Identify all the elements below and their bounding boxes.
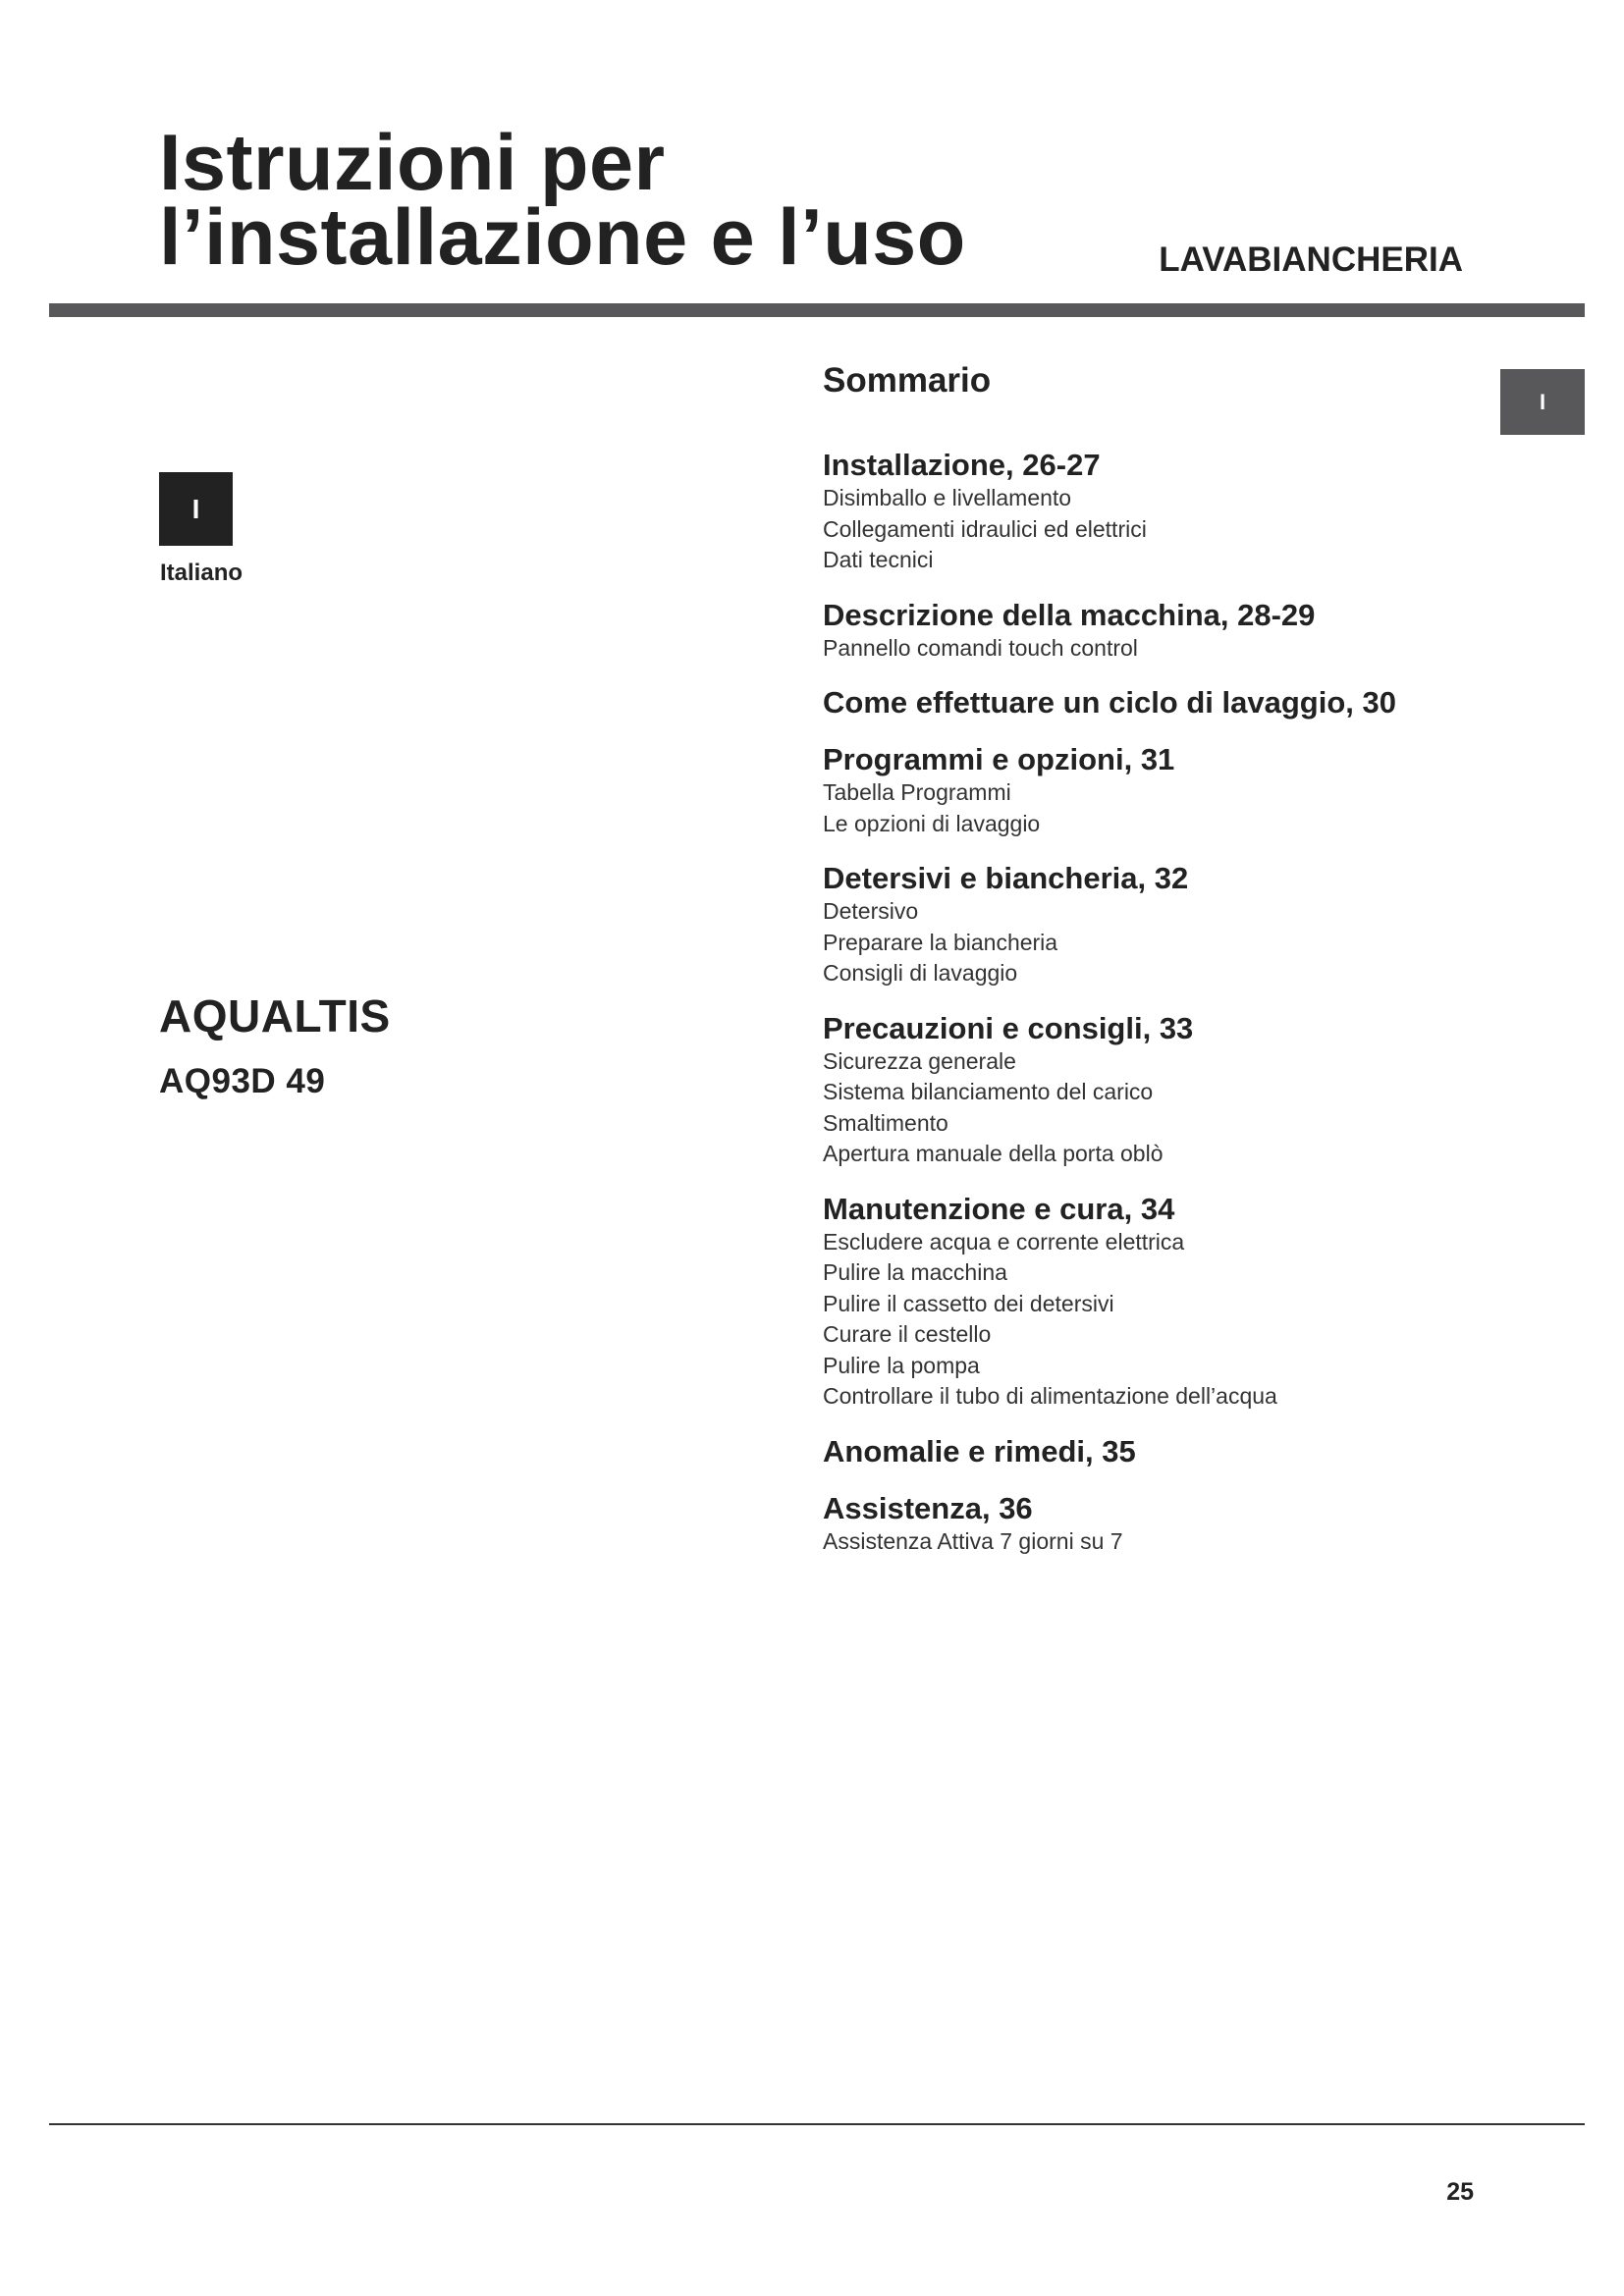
toc-section [823,448,1510,576]
toc-section-title: Anomalie e rimedi, 35 [823,1433,1136,1468]
toc-section-title: Manutenzione e cura, 34 [823,1191,1175,1226]
toc-item: Curare il cestello [823,1321,992,1347]
toc-section [823,598,1510,665]
toc-section-title: Assistenza, 36 [823,1490,1033,1525]
toc-item: Pulire il cassetto dei detersivi [823,1290,1114,1316]
toc-section-title: Installazione, 26-27 [823,448,1101,482]
toc-section-title: Come effettuare un ciclo di lavaggio, 30 [823,685,1396,720]
toc-item: Pulire la pompa [823,1352,980,1378]
toc-section [823,1192,1510,1413]
page-number: 25 [1446,2178,1474,2206]
toc-item: Pulire la macchina [823,1259,1007,1285]
toc-section-title: Precauzioni e consigli, 33 [823,1010,1194,1045]
toc-heading: Sommario [823,361,992,400]
toc-section-items [823,1046,1510,1170]
table-of-contents [823,358,1510,1578]
toc-section [823,861,1510,989]
toc-section-title: Descrizione della macchina, 28-29 [823,597,1316,632]
toc-item: Pannello comandi touch control [823,634,1138,661]
toc-item: Sistema bilanciamento del carico [823,1079,1154,1104]
toc-item: Sicurezza generale [823,1047,1016,1074]
toc-item: Consigli di lavaggio [823,960,1018,986]
toc-item: Dati tecnici [823,547,934,572]
brand-name: AQUALTIS [159,990,391,1041]
toc-sections [823,448,1510,1557]
toc-item: Assistenza Attiva 7 giorni su 7 [823,1527,1123,1554]
toc-item: Tabella Programmi [823,779,1011,805]
footer-divider [49,2123,1585,2125]
toc-item: Collegamenti idraulici ed elettrici [823,515,1147,542]
toc-section-items [823,896,1510,989]
toc-item: Le opzioni di lavaggio [823,810,1041,836]
toc-section [823,1011,1510,1170]
toc-item: Controllare il tubo di alimentazione dell’acqua [823,1383,1277,1409]
toc-section-items [823,1227,1510,1413]
toc-section-title: Detersivi e biancheria, 32 [823,861,1189,895]
toc-item: Preparare la biancheria [823,929,1058,955]
toc-section-items [823,777,1510,839]
header-divider [49,303,1585,317]
toc-section [823,1434,1510,1469]
toc-section-items [823,483,1510,576]
toc-section-items [823,633,1510,665]
toc-item: Detersivo [823,898,919,924]
toc-section [823,742,1510,839]
document-title-line-2: l’installazione e l’uso [159,193,966,282]
toc-item: Apertura manuale della porta oblò [823,1141,1164,1166]
toc-section [823,685,1510,721]
product-category: LAVABIANCHERIA [1159,240,1463,279]
language-badge: I [159,472,233,546]
toc-section-title: Programmi e opzioni, 31 [823,742,1175,776]
toc-section [823,1491,1510,1558]
document-title-line-1: Istruzioni per [159,119,666,207]
model-number: AQ93D 49 [159,1062,326,1100]
toc-item: Smaltimento [823,1109,948,1136]
language-tab: I [1500,369,1585,435]
language-label: Italiano [160,560,244,586]
toc-section-items [823,1526,1510,1558]
toc-item: Disimballo e livellamento [823,485,1072,510]
document-title [159,119,966,282]
toc-item: Escludere acqua e corrente elettrica [823,1228,1185,1255]
